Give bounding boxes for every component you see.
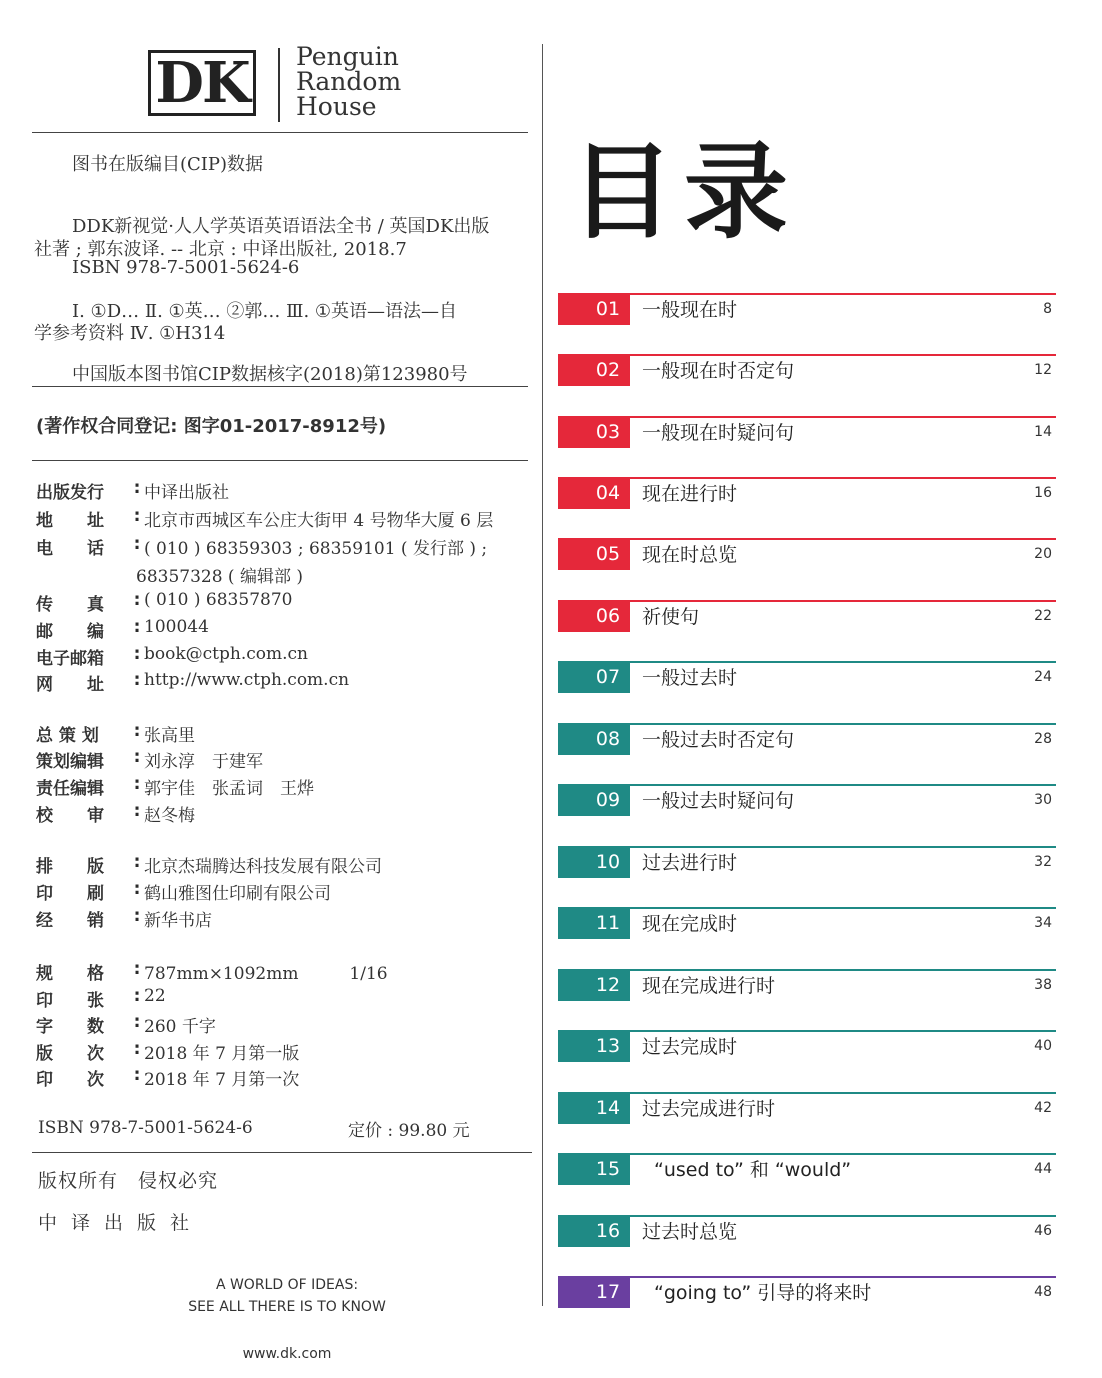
toc-entry-rule	[558, 969, 1056, 971]
toc-entry-title: 现在完成进行时	[642, 975, 776, 997]
toc-entry-title: 一般现在时	[642, 299, 738, 321]
info-row: 版 次 : 2018 年 7 月第一版	[36, 1039, 300, 1064]
toc-entry-rule	[558, 293, 1056, 295]
publisher-name: 中译出版社	[38, 1212, 204, 1234]
info-row: 邮 编 : 100044	[36, 617, 209, 642]
penguin-random-house-logo: Penguin Random House	[296, 42, 402, 121]
info-row-continued: 68357328 ( 编辑部 )	[136, 567, 304, 587]
tagline-line-2: SEE ALL THERE IS TO KNOW	[188, 1299, 386, 1315]
toc-entry-title: 一般过去时	[642, 667, 738, 689]
column-divider	[542, 44, 543, 1306]
info-row: 规 格 : 787mm×1092mm 1/16	[36, 959, 388, 984]
toc-entry-number: 09	[558, 784, 630, 816]
toc-entry-number: 10	[558, 846, 630, 878]
toc-entry-page: 20	[1034, 546, 1052, 562]
toc-entry[interactable]	[558, 1276, 1056, 1310]
toc-entry-rule	[558, 538, 1056, 540]
tagline-line-1: A WORLD OF IDEAS:	[215, 1277, 359, 1293]
toc-entry-page: 22	[1034, 608, 1052, 624]
toc-entry-title: 祈使句	[642, 606, 700, 628]
info-row: 电 话 : ( 010 ) 68359303 ; 68359101 ( 发行部 ) ;	[36, 534, 488, 559]
toc-entry-rule	[558, 416, 1056, 418]
toc-entry[interactable]	[558, 1030, 1056, 1064]
toc-entry-number: 06	[558, 600, 630, 632]
toc-entry-rule	[558, 1092, 1056, 1094]
toc-entry-page: 12	[1034, 362, 1052, 378]
cip-line-3: ISBN 978-7-5001-5624-6	[72, 257, 300, 278]
toc-entry-title: 一般现在时否定句	[642, 360, 795, 382]
toc-entry-title: 一般过去时疑问句	[642, 790, 795, 812]
toc-entry[interactable]	[558, 477, 1056, 511]
toc-entry-title: 一般现在时疑问句	[642, 422, 795, 444]
toc-entry-title: 现在进行时	[642, 483, 738, 505]
toc-entry-number: 11	[558, 907, 630, 939]
price: 定价 : 99.80 元	[348, 1121, 470, 1141]
toc-entry-page: 24	[1034, 669, 1052, 685]
info-row: 总 策 划 : 张高里	[36, 721, 195, 746]
toc-entry-rule	[558, 723, 1056, 725]
toc-entry-number: 17	[558, 1276, 630, 1308]
toc-entry-page: 40	[1034, 1038, 1052, 1054]
isbn: ISBN 978-7-5001-5624-6	[38, 1118, 253, 1138]
dk-logo: DK	[148, 50, 256, 116]
cip-title: 图书在版编目(CIP)数据	[72, 154, 264, 175]
info-row: 传 真 : ( 010 ) 68357870	[36, 590, 293, 615]
toc-entry-page: 38	[1034, 977, 1052, 993]
rights-reserved: 版权所有 侵权必究	[38, 1170, 219, 1192]
cip-line-4: Ⅰ. ①D… Ⅱ. ①英… ②郭… Ⅲ. ①英语—语法—自	[72, 301, 458, 322]
info-row: 策划编辑 : 刘永淳 于建军	[36, 747, 263, 772]
toc-entry-number: 14	[558, 1092, 630, 1124]
toc-entry-page: 28	[1034, 731, 1052, 747]
toc-entry-number: 16	[558, 1215, 630, 1247]
toc-entry-rule	[558, 600, 1056, 602]
info-row: 印 次 : 2018 年 7 月第一次	[36, 1065, 300, 1090]
toc-entry[interactable]	[558, 1215, 1056, 1249]
cip-line-1: DDK新视觉·人人学英语英语语法全书 / 英国DK出版	[72, 216, 490, 237]
toc-entry-number: 08	[558, 723, 630, 755]
toc-entry[interactable]	[558, 723, 1056, 757]
toc-entry[interactable]	[558, 600, 1056, 634]
cip-line-2: 社著 ; 郭东波译. -- 北京 : 中译出版社, 2018.7	[34, 239, 407, 260]
info-row: 排 版 : 北京杰瑞腾达科技发展有限公司	[36, 852, 382, 877]
toc-entry-title: 过去进行时	[642, 852, 738, 874]
toc-entry-rule	[558, 1030, 1056, 1032]
rule-top	[32, 132, 528, 133]
info-row: 出版发行 : 中译出版社	[36, 478, 229, 503]
toc-entry-rule	[558, 846, 1056, 848]
toc-entry-page: 16	[1034, 485, 1052, 501]
toc-entry-title: 一般过去时否定句	[642, 729, 795, 751]
toc-entry[interactable]	[558, 1092, 1056, 1126]
info-row: 经 销 : 新华书店	[36, 906, 212, 931]
toc-entry-number: 01	[558, 293, 630, 325]
toc-entry[interactable]	[558, 846, 1056, 880]
toc-entry-rule	[558, 784, 1056, 786]
toc-entry-page: 44	[1034, 1161, 1052, 1177]
toc-entry-rule	[558, 477, 1056, 479]
toc-entry[interactable]	[558, 354, 1056, 388]
toc-entry[interactable]	[558, 661, 1056, 695]
info-row: 校 审 : 赵冬梅	[36, 801, 195, 826]
toc-entry-page: 46	[1034, 1223, 1052, 1239]
cip-line-6: 中国版本图书馆CIP数据核字(2018)第123980号	[72, 364, 468, 385]
toc-entry-page: 32	[1034, 854, 1052, 870]
toc-entry-page: 48	[1034, 1284, 1052, 1300]
info-row: 责任编辑 : 郭宇佳 张孟词 王烨	[36, 774, 314, 799]
toc-entry[interactable]	[558, 907, 1056, 941]
toc-entry[interactable]	[558, 538, 1056, 572]
toc-entry-title: 现在时总览	[642, 544, 738, 566]
toc-entry[interactable]	[558, 293, 1056, 327]
toc-entry-page: 8	[1043, 301, 1052, 317]
website: www.dk.com	[242, 1346, 332, 1362]
toc-entry-rule	[558, 1215, 1056, 1217]
toc-entry-number: 15	[558, 1153, 630, 1185]
info-row: 字 数 : 260 千字	[36, 1012, 216, 1037]
toc-entry-title: 现在完成时	[642, 913, 738, 935]
toc-entry-page: 34	[1034, 915, 1052, 931]
toc-entry-page: 30	[1034, 792, 1052, 808]
toc-entry-title: “used to” 和 “would”	[654, 1159, 852, 1181]
info-row: 印 刷 : 鹤山雅图仕印刷有限公司	[36, 879, 331, 904]
copyright-registration: (著作权合同登记: 图字01-2017-8912号)	[36, 416, 387, 437]
toc-entry-rule	[558, 661, 1056, 663]
toc-title: 目录	[570, 131, 799, 253]
toc-entry-number: 13	[558, 1030, 630, 1062]
toc-entry[interactable]	[558, 784, 1056, 818]
toc-entry-number: 02	[558, 354, 630, 386]
tagline	[150, 1274, 424, 1318]
toc-entry[interactable]	[558, 1153, 1056, 1187]
info-row: 地 址 : 北京市西城区车公庄大街甲 4 号物华大厦 6 层	[36, 506, 494, 531]
toc-entry-number: 05	[558, 538, 630, 570]
cip-line-5: 学参考资料 Ⅳ. ①H314	[34, 323, 226, 344]
info-row: 印 张 : 22	[36, 986, 166, 1011]
toc-entry[interactable]	[558, 416, 1056, 450]
toc-entry-number: 03	[558, 416, 630, 448]
rule-bottom	[32, 1152, 532, 1153]
toc-entry-title: 过去完成时	[642, 1036, 738, 1058]
toc-entry-rule	[558, 907, 1056, 909]
rule-cip	[32, 386, 528, 387]
toc-entry-page: 14	[1034, 424, 1052, 440]
toc-entry[interactable]	[558, 969, 1056, 1003]
info-row: 电子邮箱 : book@ctph.com.cn	[36, 644, 308, 669]
toc-entry-page: 42	[1034, 1100, 1052, 1116]
toc-entry-title: “going to” 引导的将来时	[654, 1282, 872, 1304]
toc-entry-number: 07	[558, 661, 630, 693]
toc-entry-number: 04	[558, 477, 630, 509]
toc-entry-title: 过去完成进行时	[642, 1098, 776, 1120]
logo-divider	[278, 48, 280, 122]
toc-entry-rule	[558, 354, 1056, 356]
publisher-logo	[148, 44, 418, 124]
toc-entry-number: 12	[558, 969, 630, 1001]
info-row: 网 址 : http://www.ctph.com.cn	[36, 670, 350, 695]
toc-entry-title: 过去时总览	[642, 1221, 738, 1243]
rule-info	[32, 460, 528, 461]
